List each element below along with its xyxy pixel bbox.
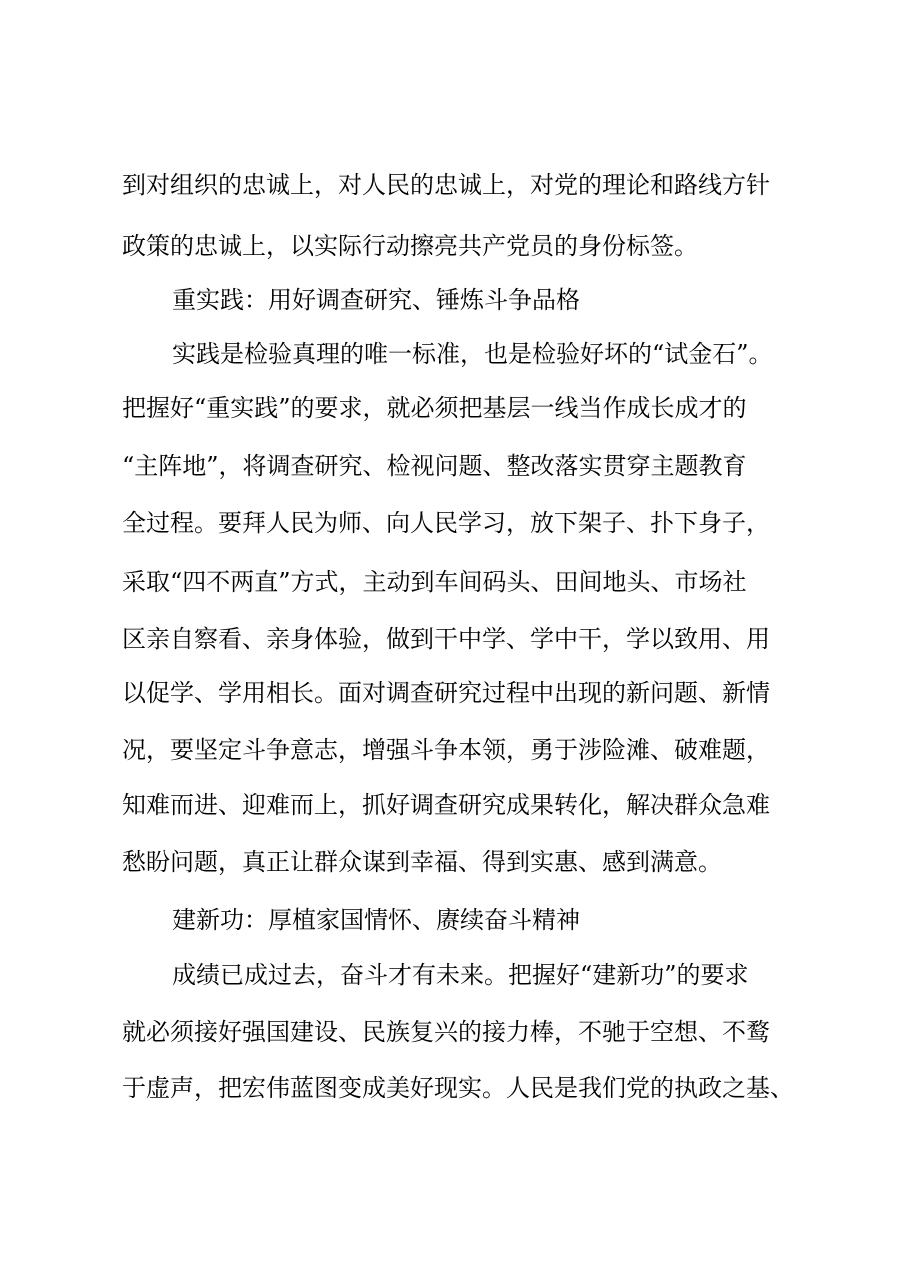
paragraph-start-line: 成绩已成过去，奋斗才有未来。把握好“建新功”的要求 — [172, 961, 749, 989]
body-text-line: 采取“四不两直”方式，主动到车间码头、田间地头、市场社 — [122, 568, 747, 596]
body-text-line: 到对组织的忠诚上，对人民的忠诚上，对党的理论和路线方针 — [122, 171, 770, 199]
body-text-line: 况，要坚定斗争意志，增强斗争本领，勇于涉险滩、破难题， — [122, 736, 770, 764]
body-text-line: 知难而进、迎难而上，抓好调查研究成果转化，解决群众急难 — [122, 791, 770, 819]
section-heading-practice: 重实践：用好调查研究、锤炼斗争品格 — [172, 286, 580, 314]
section-heading-new-achievements: 建新功：厚植家国情怀、赓续奋斗精神 — [172, 906, 580, 934]
body-text-line: 把握好“重实践”的要求，就必须把基层一线当作成长成才的 — [122, 394, 747, 422]
paragraph-start-line: 实践是检验真理的唯一标准，也是检验好坏的“试金石”。 — [172, 340, 773, 368]
body-text-line: 以促学、学用相长。面对调查研究过程中出现的新问题、新情 — [122, 679, 770, 707]
body-text-line: 就必须接好强国建设、民族复兴的接力棒，不驰于空想、不鹜 — [122, 1018, 770, 1046]
body-text-line: 愁盼问题，真正让群众谋到幸福、得到实惠、感到满意。 — [122, 848, 722, 876]
body-text-line: “主阵地”，将调查研究、检视问题、整改落实贯穿主题教育 — [122, 452, 747, 480]
body-text-line: 全过程。要拜人民为师、向人民学习，放下架子、扑下身子， — [122, 509, 770, 537]
body-text-line: 于虚声，把宏伟蓝图变成美好现实。人民是我们党的执政之基、 — [122, 1074, 794, 1102]
body-text-line: 政策的忠诚上，以实际行动擦亮共产党员的身份标签。 — [122, 232, 698, 260]
body-text-line: 区亲自察看、亲身体验，做到干中学、学中干，学以致用、用 — [122, 625, 770, 653]
